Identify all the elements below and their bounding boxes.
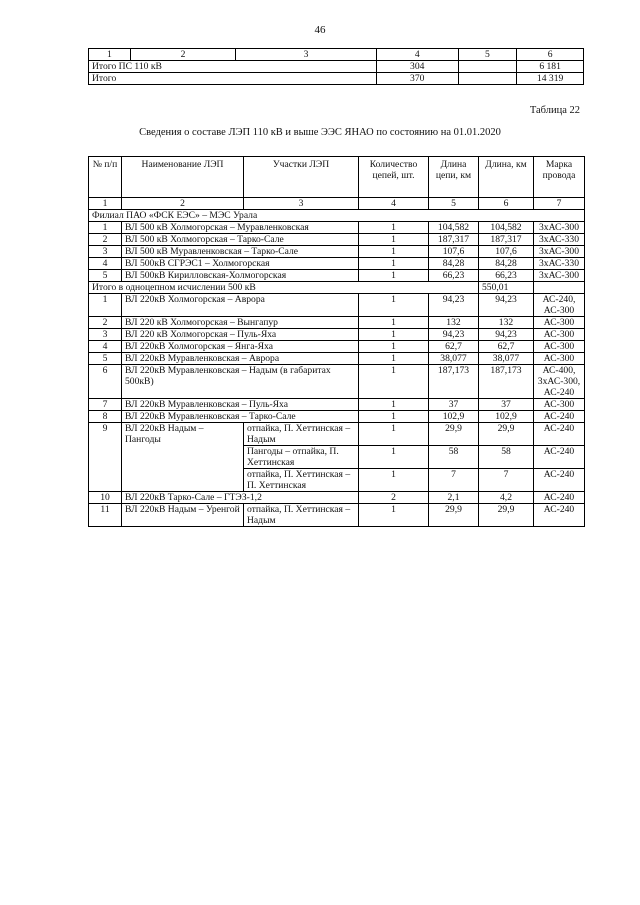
rows-220kv <box>89 294 585 423</box>
column-header: Марка провода <box>534 157 585 198</box>
row-number: 2 <box>89 317 122 329</box>
circuit-length: 94,23 <box>429 329 479 341</box>
table-row <box>89 411 585 423</box>
wire-grade: АС-400, 3хАС-300, АС-240 <box>534 365 585 399</box>
line-name: ВЛ 500кВ СГРЭС1 – Холмогорская <box>122 258 359 270</box>
circuits: 1 <box>359 270 429 282</box>
line-name: ВЛ 220 кВ Холмогорская – Вынгапур <box>122 317 359 329</box>
summary-header-cell: 3 <box>236 49 377 61</box>
summary-value: 14 319 <box>517 73 584 85</box>
wire-grade: АС-240, АС-300 <box>534 294 585 317</box>
column-header: Количество цепей, шт. <box>359 157 429 198</box>
length: 66,23 <box>479 270 534 282</box>
line-name: ВЛ 500кВ Кирилловская-Холмогорская <box>122 270 359 282</box>
column-number-row <box>89 198 585 210</box>
page-number: 46 <box>314 24 326 36</box>
line-name: ВЛ 220кВ Муравленковская – Надым (в габаритах 500кВ) <box>122 365 359 399</box>
branch-row <box>89 210 585 222</box>
circuits: 1 <box>359 222 429 234</box>
wire-grade: АС-240 <box>534 423 585 446</box>
header-row <box>89 157 585 198</box>
length: 29,9 <box>479 423 534 446</box>
circuits: 1 <box>359 399 429 411</box>
circuit-length: 187,317 <box>429 234 479 246</box>
row-number: 6 <box>89 365 122 399</box>
line-section: Пангоды – отпайка, П. Хеттинская <box>244 446 359 469</box>
circuits: 1 <box>359 317 429 329</box>
column-header: Длина, км <box>479 157 534 198</box>
summary-value: 370 <box>376 73 458 85</box>
line-name: ВЛ 500 кВ Холмогорская – Тарко-Сале <box>122 234 359 246</box>
wire-grade: 3хАС-300 <box>534 270 585 282</box>
column-header: № п/п <box>89 157 122 198</box>
line-name: ВЛ 500 кВ Холмогорская – Муравленковская <box>122 222 359 234</box>
table-row <box>89 365 585 399</box>
circuits: 2 <box>359 492 429 504</box>
table-row <box>89 222 585 234</box>
rows-500kv <box>89 222 585 282</box>
length: 94,23 <box>479 294 534 317</box>
circuits: 1 <box>359 411 429 423</box>
wire-grade: 3хАС-330 <box>534 258 585 270</box>
wire-grade: АС-300 <box>534 341 585 353</box>
circuit-length: 107,6 <box>429 246 479 258</box>
circuit-length: 66,23 <box>429 270 479 282</box>
summary-header-cell: 2 <box>130 49 235 61</box>
length: 7 <box>479 469 534 492</box>
circuit-length: 38,077 <box>429 353 479 365</box>
circuits: 1 <box>359 353 429 365</box>
row-number: 1 <box>89 222 122 234</box>
wire-grade: АС-240 <box>534 411 585 423</box>
line-name: ВЛ 220кВ Холмогорская – Янга-Яха <box>122 341 359 353</box>
summary-row <box>89 73 584 85</box>
summary-header-cell: 1 <box>89 49 131 61</box>
table-row <box>89 258 585 270</box>
line-section: отпайка, П. Хеттинская – Надым <box>244 423 359 446</box>
table-row <box>89 492 585 504</box>
circuits: 1 <box>359 329 429 341</box>
summary-label: Итого ПС 110 кВ <box>89 61 377 73</box>
table-row <box>89 504 585 527</box>
length: 187,317 <box>479 234 534 246</box>
column-number: 7 <box>534 198 585 210</box>
table-row <box>89 317 585 329</box>
row-number: 3 <box>89 246 122 258</box>
row-number: 1 <box>89 294 122 317</box>
circuit-length: 62,7 <box>429 341 479 353</box>
row-number: 3 <box>89 329 122 341</box>
wire-grade: АС-300 <box>534 317 585 329</box>
line-name: ВЛ 220кВ Муравленковская – Пуль-Яха <box>122 399 359 411</box>
row-number: 2 <box>89 234 122 246</box>
column-number: 3 <box>244 198 359 210</box>
wire-grade: АС-240 <box>534 469 585 492</box>
circuit-length: 94,23 <box>429 294 479 317</box>
summary-value <box>458 73 517 85</box>
circuits: 1 <box>359 294 429 317</box>
circuit-length: 132 <box>429 317 479 329</box>
circuit-length: 187,173 <box>429 365 479 399</box>
row-number: 4 <box>89 258 122 270</box>
table-row <box>89 341 585 353</box>
wire-grade: АС-300 <box>534 329 585 341</box>
circuit-length: 84,28 <box>429 258 479 270</box>
line-name: ВЛ 220кВ Надым – Пангоды <box>122 423 244 492</box>
column-header: Наименование ЛЭП <box>122 157 244 198</box>
table-row <box>89 423 585 446</box>
wire-grade: 3хАС-330 <box>534 234 585 246</box>
circuits: 1 <box>359 504 429 527</box>
line-name: ВЛ 220кВ Холмогорская – Аврора <box>122 294 359 317</box>
summary-header-row <box>89 49 584 61</box>
wire-grade: АС-300 <box>534 353 585 365</box>
total-500-row <box>89 282 585 294</box>
circuit-length: 2,1 <box>429 492 479 504</box>
column-header: Длина цепи, км <box>429 157 479 198</box>
row-number: 5 <box>89 353 122 365</box>
table-number-label: Таблица 22 <box>529 105 580 116</box>
row-number: 5 <box>89 270 122 282</box>
summary-header-cell: 5 <box>458 49 517 61</box>
line-name: ВЛ 220кВ Тарко-Сале – ГТЭЗ-1,2 <box>122 492 359 504</box>
line-name: ВЛ 220кВ Надым – Уренгой <box>122 504 244 527</box>
circuits: 1 <box>359 365 429 399</box>
line-name: ВЛ 500 кВ Муравленковская – Тарко-Сале <box>122 246 359 258</box>
circuits: 1 <box>359 258 429 270</box>
total-500-value: 550,01 <box>479 282 534 294</box>
summary-header-cell: 4 <box>376 49 458 61</box>
circuits: 1 <box>359 469 429 492</box>
line-name: ВЛ 220кВ Муравленковская – Аврора <box>122 353 359 365</box>
row-number: 11 <box>89 504 122 527</box>
length: 62,7 <box>479 341 534 353</box>
total-500-label: Итого в одноцепном исчислении 500 кВ <box>89 282 479 294</box>
length: 107,6 <box>479 246 534 258</box>
power-lines-table <box>88 156 585 527</box>
circuits: 1 <box>359 446 429 469</box>
circuit-length: 37 <box>429 399 479 411</box>
length: 104,582 <box>479 222 534 234</box>
wire-grade: АС-240 <box>534 446 585 469</box>
circuit-length: 102,9 <box>429 411 479 423</box>
table-row <box>89 234 585 246</box>
wire-grade: АС-300 <box>534 399 585 411</box>
row-number: 4 <box>89 341 122 353</box>
row-number: 7 <box>89 399 122 411</box>
summary-value <box>458 61 517 73</box>
table-row <box>89 329 585 341</box>
circuits: 1 <box>359 246 429 258</box>
table-title: Сведения о составе ЛЭП 110 кВ и выше ЭЭС ЯНАО по состоянию на 01.01.2020 <box>139 127 501 138</box>
circuit-length: 29,9 <box>429 423 479 446</box>
column-number: 5 <box>429 198 479 210</box>
circuit-length: 7 <box>429 469 479 492</box>
line-section: отпайка, П. Хеттинская – Надым <box>244 504 359 527</box>
length: 38,077 <box>479 353 534 365</box>
row-number: 10 <box>89 492 122 504</box>
row-number: 8 <box>89 411 122 423</box>
column-number: 4 <box>359 198 429 210</box>
summary-label: Итого <box>89 73 377 85</box>
length: 84,28 <box>479 258 534 270</box>
column-number: 1 <box>89 198 122 210</box>
circuit-length: 58 <box>429 446 479 469</box>
length: 37 <box>479 399 534 411</box>
length: 4,2 <box>479 492 534 504</box>
length: 102,9 <box>479 411 534 423</box>
wire-grade: 3хАС-300 <box>534 222 585 234</box>
table-row <box>89 353 585 365</box>
column-header: Участки ЛЭП <box>244 157 359 198</box>
summary-value: 304 <box>376 61 458 73</box>
length: 58 <box>479 446 534 469</box>
table-row <box>89 246 585 258</box>
total-500-empty <box>534 282 585 294</box>
length: 187,173 <box>479 365 534 399</box>
wire-grade: 3хАС-300 <box>534 246 585 258</box>
column-number: 6 <box>479 198 534 210</box>
summary-value: 6 181 <box>517 61 584 73</box>
length: 132 <box>479 317 534 329</box>
length: 94,23 <box>479 329 534 341</box>
circuits: 1 <box>359 341 429 353</box>
table-row <box>89 294 585 317</box>
table-row <box>89 399 585 411</box>
summary-header-cell: 6 <box>517 49 584 61</box>
branch-label: Филиал ПАО «ФСК ЕЭС» – МЭС Урала <box>89 210 585 222</box>
line-name: ВЛ 220кВ Муравленковская – Тарко-Сале <box>122 411 359 423</box>
circuit-length: 29,9 <box>429 504 479 527</box>
wire-grade: АС-240 <box>534 504 585 527</box>
summary-row <box>89 61 584 73</box>
circuits: 1 <box>359 423 429 446</box>
wire-grade: АС-240 <box>534 492 585 504</box>
circuits: 1 <box>359 234 429 246</box>
line-section: отпайка, П. Хеттинская – П. Хеттинская <box>244 469 359 492</box>
line-name: ВЛ 220 кВ Холмогорская – Пуль-Яха <box>122 329 359 341</box>
circuit-length: 104,582 <box>429 222 479 234</box>
row-number: 9 <box>89 423 122 492</box>
summary-table <box>88 48 584 85</box>
column-number: 2 <box>122 198 244 210</box>
table-row <box>89 270 585 282</box>
length: 29,9 <box>479 504 534 527</box>
